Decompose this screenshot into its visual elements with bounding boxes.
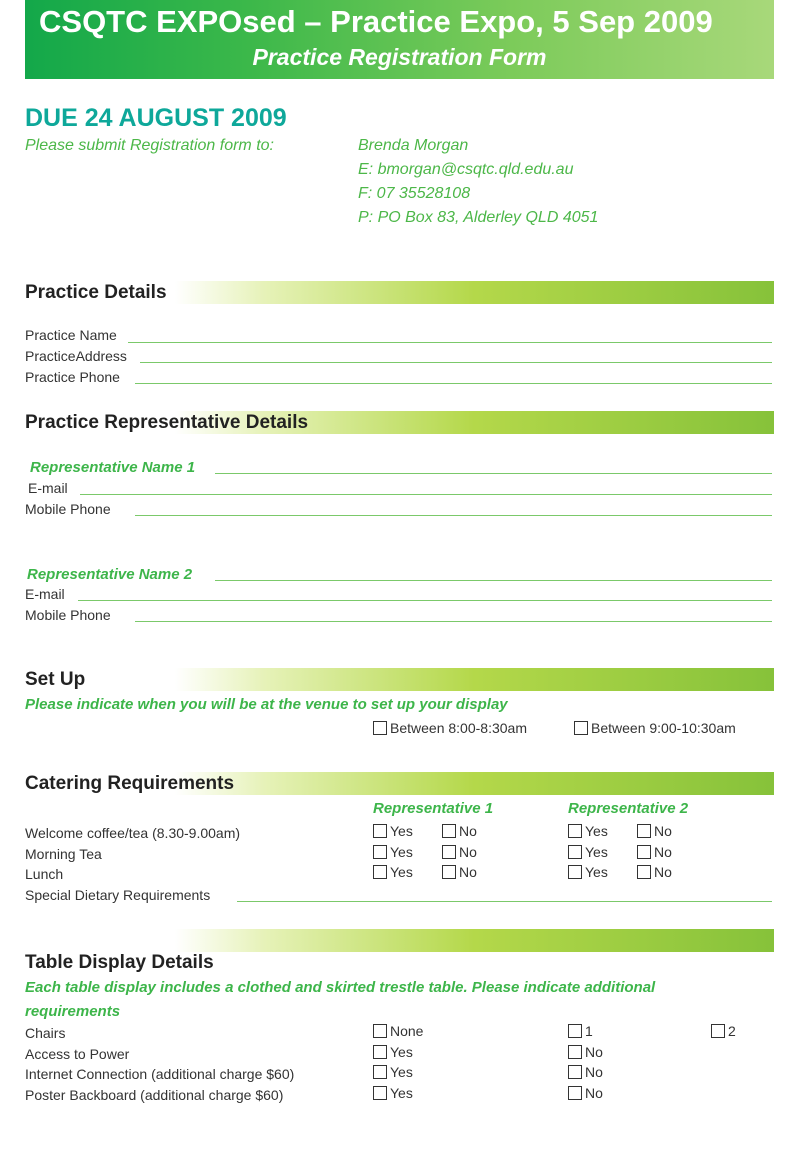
checkbox[interactable] bbox=[373, 1086, 387, 1100]
rep1-coffee-no[interactable] bbox=[442, 823, 477, 839]
section-bar bbox=[25, 668, 774, 691]
checkbox[interactable] bbox=[442, 865, 456, 879]
checkbox[interactable] bbox=[373, 1045, 387, 1059]
poster-no[interactable] bbox=[568, 1085, 603, 1101]
rep1-mobile-label: Mobile Phone bbox=[25, 501, 111, 517]
practice-details-title: Practice Details bbox=[25, 282, 167, 303]
catering-row-label: Lunch bbox=[25, 866, 64, 882]
catering-col-rep2: Representative 2 bbox=[568, 800, 689, 817]
practice-phone-label: Practice Phone bbox=[25, 369, 120, 385]
checkbox[interactable] bbox=[637, 824, 651, 838]
checkbox[interactable] bbox=[373, 1024, 387, 1038]
checkbox[interactable] bbox=[373, 721, 387, 735]
contact-fax: F: 07 35528108 bbox=[358, 185, 471, 202]
rep2-lunch-no[interactable] bbox=[637, 864, 672, 880]
no-label: No bbox=[585, 1064, 603, 1080]
no-label: No bbox=[585, 1044, 603, 1060]
rep1-name-label: Representative Name 1 bbox=[30, 459, 196, 476]
chairs-two[interactable] bbox=[711, 1023, 736, 1039]
chairs-none[interactable] bbox=[373, 1023, 423, 1039]
representative-details-title: Practice Representative Details bbox=[25, 412, 309, 433]
yes-label: Yes bbox=[390, 844, 413, 860]
yes-label: Yes bbox=[585, 844, 608, 860]
setup-instruction: Please indicate when you will be at the venue to set up your display bbox=[25, 696, 508, 713]
checkbox[interactable] bbox=[568, 865, 582, 879]
power-no[interactable] bbox=[568, 1044, 603, 1060]
rep2-name-label: Representative Name 2 bbox=[27, 566, 193, 583]
rep2-name-field[interactable] bbox=[215, 580, 772, 581]
rep2-email-label: E-mail bbox=[25, 586, 65, 602]
internet-yes[interactable] bbox=[373, 1064, 413, 1080]
rep2-morning-tea-no[interactable] bbox=[637, 844, 672, 860]
rep1-name-field[interactable] bbox=[215, 473, 772, 474]
checkbox[interactable] bbox=[568, 1024, 582, 1038]
form-title: Practice Registration Form bbox=[252, 44, 547, 70]
rep1-email-field[interactable] bbox=[80, 494, 772, 495]
rep2-mobile-label: Mobile Phone bbox=[25, 607, 111, 623]
no-label: No bbox=[585, 1085, 603, 1101]
contact-name: Brenda Morgan bbox=[358, 137, 469, 154]
checkbox[interactable] bbox=[568, 1086, 582, 1100]
chairs-one[interactable] bbox=[568, 1023, 593, 1039]
internet-no[interactable] bbox=[568, 1064, 603, 1080]
rep1-lunch-no[interactable] bbox=[442, 864, 477, 880]
chairs-label: Chairs bbox=[25, 1025, 66, 1041]
checkbox[interactable] bbox=[442, 824, 456, 838]
power-yes[interactable] bbox=[373, 1044, 413, 1060]
practice-name-field[interactable] bbox=[128, 342, 772, 343]
practice-phone-field[interactable] bbox=[135, 383, 772, 384]
setup-option-late[interactable] bbox=[574, 720, 736, 736]
no-label: No bbox=[654, 844, 672, 860]
catering-title: Catering Requirements bbox=[25, 773, 235, 794]
event-title: CSQTC EXPOsed – Practice Expo, 5 Sep 2009 bbox=[39, 4, 713, 39]
practice-name-label: Practice Name bbox=[25, 327, 117, 343]
yes-label: Yes bbox=[585, 864, 608, 880]
checkbox[interactable] bbox=[568, 824, 582, 838]
rep2-email-field[interactable] bbox=[78, 600, 772, 601]
practice-address-field[interactable] bbox=[140, 362, 772, 363]
checkbox[interactable] bbox=[373, 845, 387, 859]
catering-row-label: Morning Tea bbox=[25, 846, 102, 862]
poster-label: Poster Backboard (additional charge $60) bbox=[25, 1087, 284, 1103]
submit-instruction: Please submit Registration form to: bbox=[25, 137, 274, 154]
setup-option-early[interactable] bbox=[373, 720, 527, 736]
no-label: No bbox=[654, 864, 672, 880]
checkbox[interactable] bbox=[373, 1065, 387, 1079]
checkbox[interactable] bbox=[442, 845, 456, 859]
checkbox[interactable] bbox=[568, 1065, 582, 1079]
chairs-one-label: 1 bbox=[585, 1023, 593, 1039]
poster-yes[interactable] bbox=[373, 1085, 413, 1101]
rep2-lunch-yes[interactable] bbox=[568, 864, 608, 880]
rep2-coffee-no[interactable] bbox=[637, 823, 672, 839]
no-label: No bbox=[654, 823, 672, 839]
setup-option-early-label: Between 8:00-8:30am bbox=[390, 720, 527, 736]
checkbox[interactable] bbox=[711, 1024, 725, 1038]
rep2-mobile-field[interactable] bbox=[135, 621, 772, 622]
checkbox[interactable] bbox=[637, 845, 651, 859]
yes-label: Yes bbox=[585, 823, 608, 839]
section-bar bbox=[25, 929, 774, 952]
rep1-email-label: E-mail bbox=[28, 480, 68, 496]
header-banner bbox=[25, 0, 774, 79]
yes-label: Yes bbox=[390, 1085, 413, 1101]
table-display-note-cont: requirements bbox=[25, 1003, 121, 1020]
checkbox[interactable] bbox=[373, 865, 387, 879]
checkbox[interactable] bbox=[637, 865, 651, 879]
rep1-morning-tea-no[interactable] bbox=[442, 844, 477, 860]
no-label: No bbox=[459, 864, 477, 880]
setup-title: Set Up bbox=[25, 669, 86, 690]
dietary-label: Special Dietary Requirements bbox=[25, 887, 211, 903]
chairs-none-label: None bbox=[390, 1023, 424, 1039]
checkbox[interactable] bbox=[568, 1045, 582, 1059]
yes-label: Yes bbox=[390, 1064, 413, 1080]
rep1-mobile-field[interactable] bbox=[135, 515, 772, 516]
no-label: No bbox=[459, 823, 477, 839]
checkbox[interactable] bbox=[568, 845, 582, 859]
internet-label: Internet Connection (additional charge $60) bbox=[25, 1066, 295, 1082]
contact-post: P: PO Box 83, Alderley QLD 4051 bbox=[358, 209, 599, 226]
rep1-coffee-yes[interactable] bbox=[373, 823, 413, 839]
rep2-coffee-yes[interactable] bbox=[568, 823, 608, 839]
yes-label: Yes bbox=[390, 1044, 413, 1060]
checkbox[interactable] bbox=[574, 721, 588, 735]
no-label: No bbox=[459, 844, 477, 860]
rep1-morning-tea-yes[interactable] bbox=[373, 844, 413, 860]
table-display-note: Each table display includes a clothed and skirted trestle table. Please indicate additional bbox=[25, 979, 656, 996]
dietary-field[interactable] bbox=[237, 901, 772, 902]
yes-label: Yes bbox=[390, 823, 413, 839]
table-display-title: Table Display Details bbox=[25, 952, 214, 973]
practice-address-label: PracticeAddress bbox=[25, 348, 127, 364]
chairs-two-label: 2 bbox=[728, 1023, 736, 1039]
catering-row-label: Welcome coffee/tea (8.30-9.00am) bbox=[25, 825, 241, 841]
power-label: Access to Power bbox=[25, 1046, 130, 1062]
contact-email: E: bmorgan@csqtc.qld.edu.au bbox=[358, 161, 574, 178]
yes-label: Yes bbox=[390, 864, 413, 880]
checkbox[interactable] bbox=[373, 824, 387, 838]
due-date-heading: DUE 24 AUGUST 2009 bbox=[25, 104, 287, 132]
rep1-lunch-yes[interactable] bbox=[373, 864, 413, 880]
rep2-morning-tea-yes[interactable] bbox=[568, 844, 608, 860]
setup-option-late-label: Between 9:00-10:30am bbox=[591, 720, 736, 736]
catering-col-rep1: Representative 1 bbox=[373, 800, 494, 817]
